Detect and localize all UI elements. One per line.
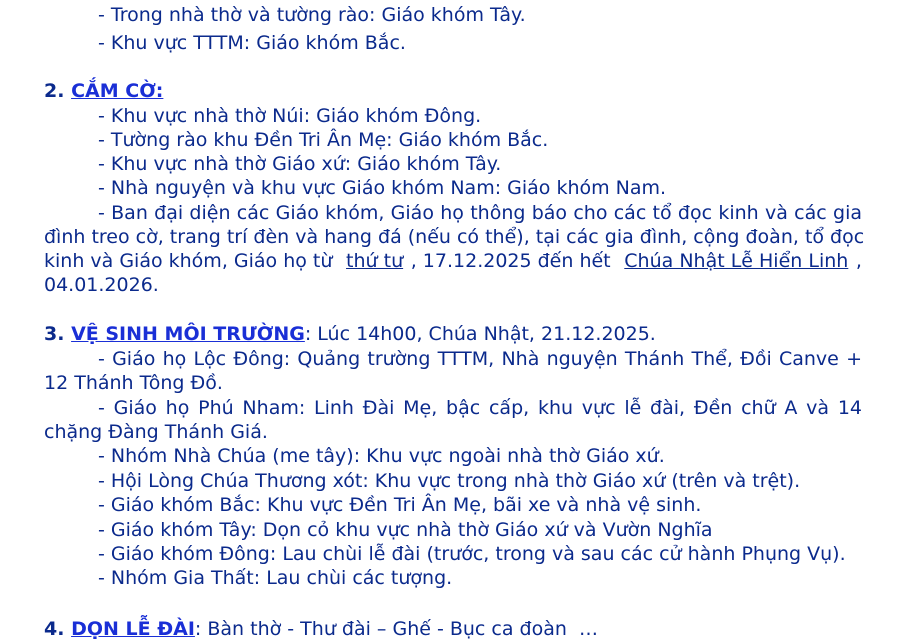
- list-item: - Tường rào khu Đền Tri Ân Mẹ: Giáo khóm Bắc.: [98, 129, 549, 151]
- paragraph-line: - Ban đại diện các Giáo khóm, Giáo họ thông báo cho các tổ đọc kinh và các gia: [98, 202, 862, 224]
- section-number: 2.: [44, 80, 65, 102]
- section-title: VỆ SINH MÔI TRƯỜNG: [71, 323, 305, 345]
- paragraph-line: - Giáo họ Phú Nham: Linh Đài Mẹ, bậc cấp, khu vực lễ đài, Đền chữ A và 14: [98, 397, 862, 419]
- paragraph-text: ,: [855, 250, 862, 272]
- list-item: - Giáo khóm Đông: Lau chùi lễ đài (trước, trong và sau các cử hành Phụng Vụ).: [98, 543, 846, 565]
- paragraph-line: đình treo cờ, trang trí đèn và hang đá (nếu có thể), tại các gia đình, cộng đoàn, tổ đọc: [44, 226, 865, 248]
- paragraph-line: [44, 249, 862, 273]
- list-item: - Giáo khóm Bắc: Khu vực Đền Tri Ân Mẹ, bãi xe và nhà vệ sinh.: [98, 494, 702, 516]
- list-item: - Giáo khóm Tây: Dọn cỏ khu vực nhà thờ Giáo xứ và Vườn Nghĩa: [98, 519, 713, 541]
- paragraph-text: , 17.12.2025 đến hết: [410, 250, 617, 272]
- section-subtitle: : Lúc 14h00, Chúa Nhật, 21.12.2025.: [304, 323, 656, 345]
- section-heading-3: [44, 322, 656, 346]
- section-title: CẮM CỜ:: [71, 80, 164, 102]
- paragraph-line: - Giáo họ Lộc Đông: Quảng trường TTTM, Nhà nguyện Thánh Thể, Đồi Canve +: [98, 348, 862, 370]
- list-item: - Khu vực TTTM: Giáo khóm Bắc.: [98, 32, 406, 54]
- section-number: 3.: [44, 323, 65, 345]
- paragraph-text: kinh và Giáo khóm, Giáo họ từ: [44, 250, 339, 272]
- paragraph-line: chặng Đàng Thánh Giá.: [44, 421, 268, 443]
- section-title: DỌN LỄ ĐÀI: [71, 618, 195, 640]
- list-item: - Nhóm Gia Thất: Lau chùi các tượng.: [98, 567, 453, 589]
- list-item: - Nhóm Nhà Chúa (me tây): Khu vực ngoài nhà thờ Giáo xứ.: [98, 445, 665, 467]
- list-item: - Hội Lòng Chúa Thương xót: Khu vực trong nhà thờ Giáo xứ (trên và trệt).: [98, 470, 801, 492]
- list-item: - Nhà nguyện và khu vực Giáo khóm Nam: Giáo khóm Nam.: [98, 177, 667, 199]
- feast-link: Chúa Nhật Lễ Hiển Linh: [624, 250, 849, 272]
- date-link: thứ tư: [346, 250, 404, 272]
- paragraph-line: 12 Thánh Tông Đồ.: [44, 372, 223, 394]
- section-heading-4: [44, 617, 598, 641]
- list-item: - Khu vực nhà thờ Núi: Giáo khóm Đông.: [98, 105, 482, 127]
- section-heading-2: [44, 79, 163, 103]
- section-subtitle: : Bàn thờ - Thư đài – Ghế - Bục ca đoàn …: [194, 618, 598, 640]
- list-item: - Khu vực nhà thờ Giáo xứ: Giáo khóm Tây.: [98, 153, 502, 175]
- section-number: 4.: [44, 618, 65, 640]
- list-item: - Trong nhà thờ và tường rào: Giáo khóm Tây.: [98, 4, 526, 26]
- paragraph-line: 04.01.2026.: [44, 274, 159, 296]
